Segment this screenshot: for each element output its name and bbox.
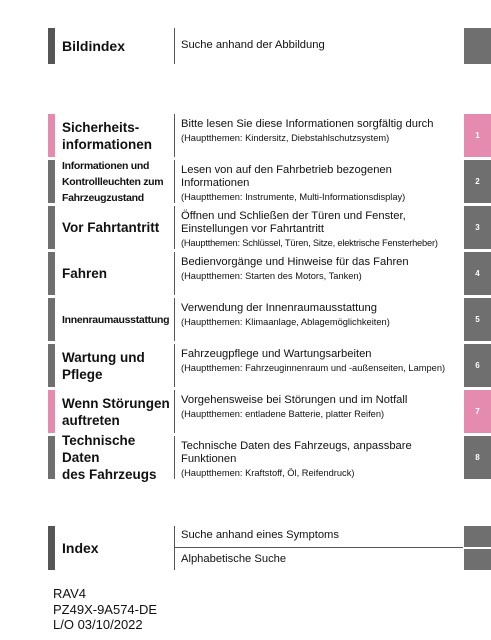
- chapter-title-line: Sicherheits-: [62, 119, 140, 135]
- chapter-description: [181, 348, 459, 374]
- chapter-number: 2: [475, 177, 480, 186]
- bildindex-desc: Suche anhand der Abbildung: [181, 39, 325, 51]
- index-separator: [174, 547, 463, 548]
- chapter-heading: Öffnen und Schließen der Türen und Fenster, Einstellungen vor Fahrtantritt: [181, 210, 406, 235]
- chapter-tab[interactable]: [464, 390, 491, 433]
- chapter-title: [62, 390, 170, 433]
- chapter-bar: [48, 298, 55, 341]
- chapter-divider: [174, 252, 175, 295]
- chapter-bar: [48, 206, 55, 249]
- chapter-1[interactable]: [0, 114, 491, 157]
- chapter-number: 5: [475, 315, 480, 324]
- chapter-heading: Bitte lesen Sie diese Informationen sorgfältig durch: [181, 118, 434, 130]
- index-title: Index: [62, 539, 99, 556]
- chapter-heading: Verwendung der Innenraumausstattung: [181, 302, 377, 314]
- chapter-title-line: Informationen und: [62, 159, 150, 172]
- chapter-tab[interactable]: [464, 298, 491, 341]
- index-bar: [48, 526, 55, 570]
- bildindex-divider: [174, 28, 175, 64]
- chapter-tab[interactable]: [464, 160, 491, 203]
- chapter-tab[interactable]: [464, 436, 491, 479]
- chapter-description: [181, 256, 459, 282]
- chapter-title: [62, 206, 170, 249]
- index-section[interactable]: [0, 526, 491, 570]
- document-footer: [53, 586, 157, 633]
- chapter-title: [62, 344, 170, 387]
- chapter-description: [181, 210, 459, 249]
- chapter-tab[interactable]: [464, 344, 491, 387]
- chapter-title-line: Fahrzeugzustand: [62, 191, 144, 204]
- chapter-title: [62, 114, 170, 157]
- chapter-title-line: Technische Daten: [62, 433, 136, 465]
- chapter-number: 3: [475, 223, 480, 232]
- chapter-divider: [174, 206, 175, 249]
- chapter-bar: [48, 390, 55, 433]
- chapter-title: [62, 298, 170, 341]
- chapter-title-line: Fahren: [62, 266, 108, 281]
- chapter-bar: [48, 114, 55, 157]
- chapter-description: [181, 302, 459, 328]
- chapter-title-line: des Fahrzeugs: [62, 467, 157, 482]
- chapter-title-line: Kontrollleuchten zum: [62, 175, 164, 188]
- chapter-topics: (Hauptthemen: Kraftstoff, Öl, Reifendruck): [181, 468, 355, 478]
- chapter-number: 1: [475, 131, 480, 140]
- chapter-bar: [48, 436, 55, 479]
- chapter-number: 7: [475, 407, 480, 416]
- chapter-topics: (Hauptthemen: Schlüssel, Türen, Sitze, elektrische Fensterheber): [181, 238, 438, 248]
- chapter-description: [181, 440, 459, 479]
- chapter-description: [181, 394, 459, 420]
- index-divider: [174, 526, 175, 570]
- chapter-number: 4: [475, 269, 480, 278]
- chapter-tab[interactable]: [464, 206, 491, 249]
- chapter-description: [181, 118, 459, 144]
- chapter-topics: (Hauptthemen: Instrumente, Multi-Informationsdisplay): [181, 192, 406, 202]
- chapter-2[interactable]: [0, 160, 491, 203]
- chapter-heading: Vorgehensweise bei Störungen und im Notfall: [181, 394, 408, 406]
- chapter-title: [62, 252, 170, 295]
- chapter-heading: Fahrzeugpflege und Wartungsarbeiten: [181, 348, 372, 360]
- chapter-title-line: Vor Fahrtantritt: [62, 220, 160, 235]
- chapter-number: 6: [475, 361, 480, 370]
- footer-layout-date: L/O 03/10/2022: [53, 617, 143, 632]
- chapter-number: 8: [475, 453, 480, 462]
- bildindex-title: Bildindex: [62, 37, 126, 54]
- footer-model: RAV4: [53, 586, 86, 601]
- index-tab-symptom[interactable]: [464, 526, 491, 547]
- chapter-4[interactable]: [0, 252, 491, 295]
- chapter-7[interactable]: [0, 390, 491, 433]
- chapter-title-line: Pflege: [62, 366, 103, 382]
- bildindex-bar: [48, 28, 55, 64]
- chapter-divider: [174, 390, 175, 433]
- chapter-topics: (Hauptthemen: Fahrzeuginnenraum und -außenseiten, Lampen): [181, 363, 446, 373]
- bildindex-section[interactable]: [0, 28, 491, 64]
- chapter-title-line: auftreten: [62, 412, 120, 428]
- chapter-8[interactable]: [0, 433, 491, 482]
- index-item-symptom[interactable]: Suche anhand eines Symptoms: [181, 529, 339, 541]
- chapter-title-line: Wartung und: [62, 349, 145, 365]
- chapter-5[interactable]: [0, 298, 491, 341]
- chapter-heading: Bedienvorgänge und Hinweise für das Fahren: [181, 256, 409, 268]
- chapter-bar: [48, 252, 55, 295]
- chapter-title-line: Innenraumausstattung: [62, 313, 170, 326]
- chapter-bar: [48, 344, 55, 387]
- index-item-alphabetical[interactable]: Alphabetische Suche: [181, 553, 287, 565]
- chapter-divider: [174, 160, 175, 203]
- chapter-topics: (Hauptthemen: Klimaanlage, Ablagemöglichkeiten): [181, 317, 390, 327]
- chapter-tab[interactable]: [464, 114, 491, 157]
- chapter-title: [62, 160, 170, 203]
- bildindex-tab[interactable]: [464, 28, 491, 64]
- chapter-divider: [174, 436, 175, 479]
- footer-part-number: PZ49X-9A574-DE: [53, 601, 158, 617]
- chapter-bar: [48, 160, 55, 203]
- index-tab-alphabetical[interactable]: [464, 549, 491, 570]
- chapter-divider: [174, 114, 175, 157]
- chapter-title: [62, 433, 170, 482]
- chapter-divider: [174, 298, 175, 341]
- chapter-topics: (Hauptthemen: entladene Batterie, platter Reifen): [181, 409, 385, 419]
- chapter-3[interactable]: [0, 206, 491, 249]
- chapter-title-line: Wenn Störungen: [62, 395, 170, 411]
- chapter-description: [181, 164, 459, 203]
- chapter-divider: [174, 344, 175, 387]
- chapter-heading: Technische Daten des Fahrzeugs, anpassbare Funktionen: [181, 440, 412, 465]
- chapter-6[interactable]: [0, 344, 491, 387]
- chapter-topics: (Hauptthemen: Starten des Motors, Tanken): [181, 271, 362, 281]
- chapter-topics: (Hauptthemen: Kindersitz, Diebstahlschutzsystem): [181, 133, 390, 143]
- chapter-heading: Lesen von auf den Fahrbetrieb bezogenen Informationen: [181, 164, 392, 189]
- chapter-tab[interactable]: [464, 252, 491, 295]
- chapter-title-line: informationen: [62, 136, 152, 152]
